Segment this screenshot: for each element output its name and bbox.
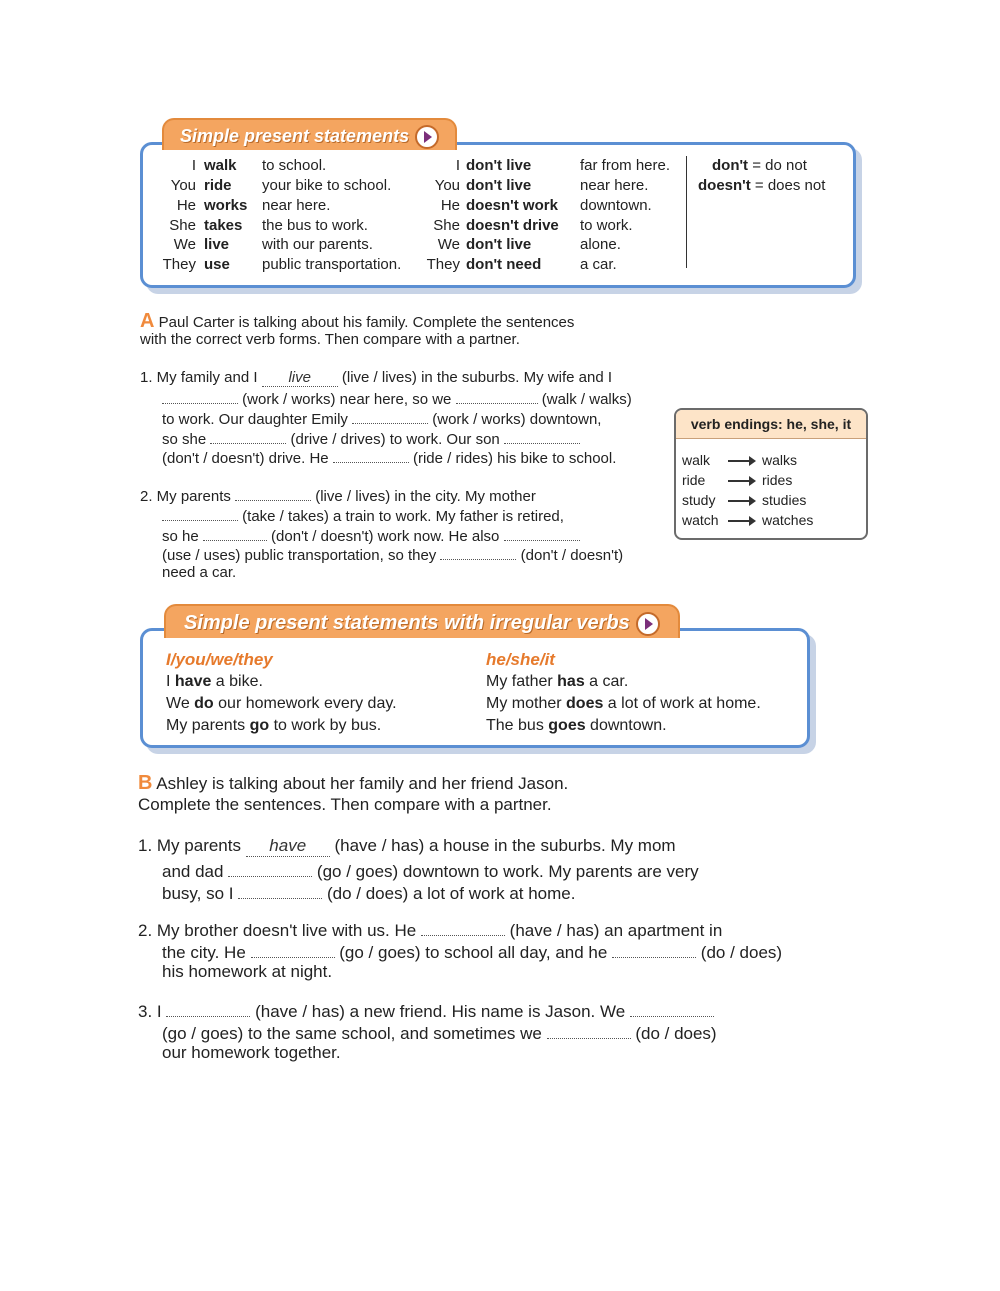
arrow-right-icon	[728, 500, 754, 502]
exercise-a-letter: A	[140, 310, 155, 332]
divider-line	[686, 156, 687, 268]
example-sentence: I have a bike.	[166, 673, 263, 690]
exercise-b-line: 1. My parents have (have / has) a house in the suburbs. My mom	[138, 836, 676, 855]
column-head-singular: he/she/it	[486, 650, 555, 669]
answer-blank[interactable]	[612, 940, 696, 958]
answer-blank[interactable]	[630, 999, 714, 1017]
pronoun: She	[433, 217, 460, 234]
verb-form-negative: doesn't drive	[466, 217, 559, 234]
exercise-b-intro-2: Complete the sentences. Then compare with a partner.	[138, 795, 552, 814]
example-sentence: The bus goes downtown.	[486, 717, 667, 734]
pronoun: I	[191, 157, 196, 174]
answer-blank[interactable]	[203, 525, 267, 541]
answer-blank[interactable]	[162, 505, 238, 521]
verb-ending-pair: walk walks	[682, 452, 798, 468]
exercise-b-line: the city. He (go / goes) to school all day, and he (do / does)	[162, 940, 782, 963]
sentence-rest: far from here.	[580, 157, 671, 174]
arrow-right-icon	[728, 520, 754, 522]
sentence-rest: a car.	[580, 256, 617, 273]
exercise-b-line: our homework together.	[162, 1043, 341, 1062]
sentence-rest: near here.	[580, 177, 649, 194]
exercise-a-line: (use / uses) public transportation, so they (don't / doesn't)	[162, 544, 623, 564]
exercise-b-line: his homework at night.	[162, 962, 333, 981]
exercise-b-line: and dad (go / goes) downtown to work. My parents are very	[162, 859, 699, 882]
verb-form: live	[204, 236, 230, 253]
pronoun: They	[162, 256, 196, 273]
answer-blank[interactable]	[547, 1021, 631, 1039]
verb-ending-pair: ride rides	[682, 472, 793, 488]
verb-endings-box	[674, 408, 868, 540]
answer-blank[interactable]	[238, 881, 322, 899]
column-head-plural: I/you/we/they	[166, 650, 273, 669]
answer-blank[interactable]	[235, 485, 311, 501]
contraction-doesnt: doesn't = does not	[698, 177, 826, 194]
answer-blank[interactable]	[504, 428, 580, 444]
exercise-a-line: so she (drive / drives) to work. Our son	[162, 428, 580, 448]
answer-blank[interactable]	[162, 388, 238, 404]
sentence-rest: public transportation.	[262, 256, 402, 273]
sentence-rest: alone.	[580, 236, 621, 253]
answer-blank[interactable]	[210, 428, 286, 444]
verb-ending-pair: watch watches	[682, 512, 814, 528]
exercise-b-letter: B	[138, 772, 153, 794]
verb-ending-pair: study studies	[682, 492, 807, 508]
answer-blank[interactable]	[504, 525, 580, 541]
exercise-a-line: so he (don't / doesn't) work now. He also	[162, 525, 580, 545]
answer-blank-filled[interactable]: have	[246, 836, 330, 857]
pronoun: We	[437, 236, 460, 253]
pronoun: You	[170, 177, 196, 194]
answer-blank[interactable]	[456, 388, 538, 404]
play-audio-icon[interactable]	[415, 125, 439, 149]
verb-endings-title: verb endings: he, she, it	[676, 410, 866, 439]
exercise-b-intro: B Ashley is talking about her family and her friend Jason.	[138, 772, 569, 794]
play-audio-icon[interactable]	[636, 612, 660, 636]
verb-form-negative: doesn't work	[466, 197, 558, 214]
grammar-box-title-tab	[162, 118, 457, 150]
verb-form: use	[204, 256, 230, 273]
verb-form: works	[204, 197, 248, 214]
sentence-rest: to school.	[262, 157, 327, 174]
exercise-b-line: (go / goes) to the same school, and sometimes we (do / does)	[162, 1021, 717, 1044]
exercise-a-line: 1. My family and I live (live / lives) in the suburbs. My wife and I	[140, 369, 612, 386]
sentence-rest: with our parents.	[262, 236, 373, 253]
grammar-box-2-title: Simple present statements with irregular verbs	[184, 612, 630, 634]
verb-form: walk	[204, 157, 237, 174]
pronoun: She	[169, 217, 196, 234]
exercise-b-line: 2. My brother doesn't live with us. He (have / has) an apartment in	[138, 918, 722, 941]
arrow-right-icon	[728, 480, 754, 482]
example-sentence: My mother does a lot of work at home.	[486, 695, 761, 712]
exercise-a-line: (take / takes) a train to work. My father is retired,	[162, 505, 564, 525]
verb-form: ride	[204, 177, 232, 194]
pronoun: You	[434, 177, 460, 194]
exercise-a-intro-2: with the correct verb forms. Then compare with a partner.	[140, 331, 520, 348]
pronoun: They	[426, 256, 460, 273]
arrow-right-icon	[728, 460, 754, 462]
answer-blank[interactable]	[440, 544, 516, 560]
example-sentence: My parents go to work by bus.	[166, 717, 382, 734]
answer-blank[interactable]	[166, 999, 250, 1017]
verb-form: takes	[204, 217, 243, 234]
exercise-a-line: (don't / doesn't) drive. He (ride / rides) his bike to school.	[162, 447, 616, 467]
example-sentence: My father has a car.	[486, 673, 629, 690]
exercise-a-line: to work. Our daughter Emily (work / works) downtown,	[162, 408, 601, 428]
contraction-dont: don't = do not	[712, 157, 807, 174]
pronoun: He	[440, 197, 460, 214]
example-sentence: We do our homework every day.	[166, 695, 397, 712]
pronoun: He	[176, 197, 196, 214]
sentence-rest: your bike to school.	[262, 177, 392, 194]
grammar-box-title: Simple present statements	[180, 126, 410, 146]
exercise-a-line: 2. My parents (live / lives) in the city. My mother	[140, 485, 536, 505]
exercise-b-line: 3. I (have / has) a new friend. His name is Jason. We	[138, 999, 714, 1022]
grammar-box-2-title-tab	[164, 604, 680, 638]
pronoun: We	[173, 236, 196, 253]
verb-form-negative: don't live	[466, 157, 532, 174]
answer-blank[interactable]	[421, 918, 505, 936]
answer-blank[interactable]	[352, 408, 428, 424]
answer-blank-filled[interactable]: live	[262, 369, 338, 387]
exercise-a-line: need a car.	[162, 564, 237, 581]
verb-form-negative: don't live	[466, 177, 532, 194]
exercise-a-line: (work / works) near here, so we (walk / walks)	[162, 388, 632, 408]
exercise-a-intro: A Paul Carter is talking about his family. Complete the sentences	[140, 310, 575, 332]
exercise-b-line: busy, so I (do / does) a lot of work at home.	[162, 881, 575, 904]
answer-blank[interactable]	[333, 447, 409, 463]
verb-form-negative: don't need	[466, 256, 542, 273]
sentence-rest: the bus to work.	[262, 217, 368, 234]
answer-blank[interactable]	[228, 859, 312, 877]
pronoun: I	[455, 157, 460, 174]
verb-form-negative: don't live	[466, 236, 532, 253]
answer-blank[interactable]	[251, 940, 335, 958]
sentence-rest: downtown.	[580, 197, 652, 214]
sentence-rest: near here.	[262, 197, 331, 214]
sentence-rest: to work.	[580, 217, 633, 234]
